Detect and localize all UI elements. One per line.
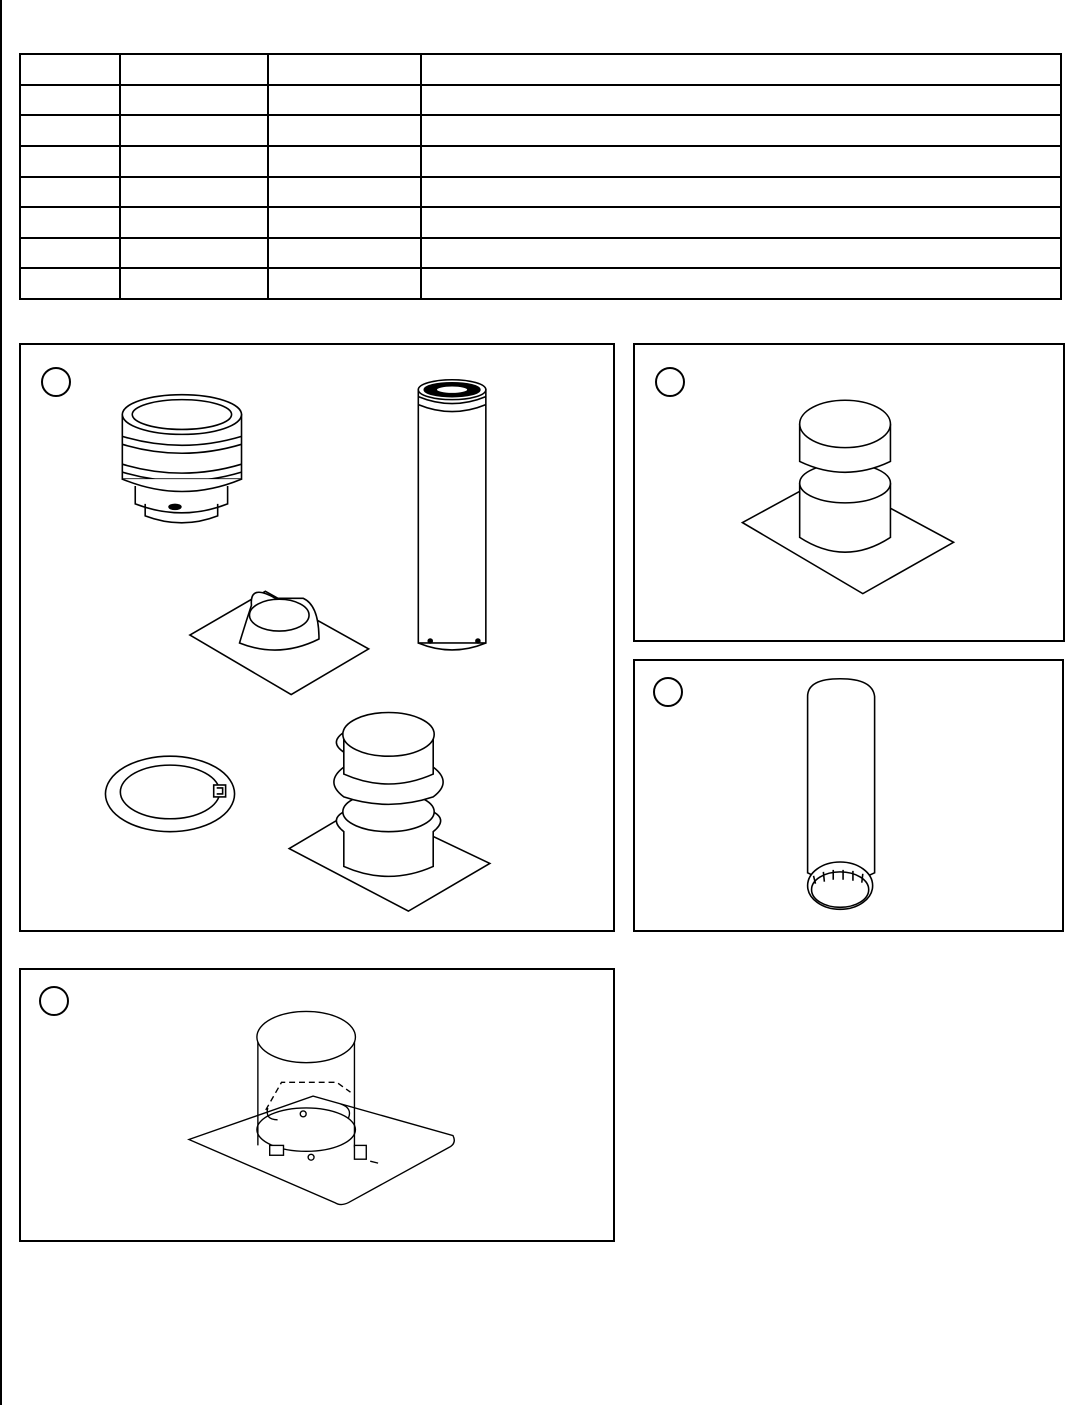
- parts-table-row: [20, 115, 1061, 146]
- parts-table-cell: [20, 177, 120, 208]
- parts-table-cell: [421, 268, 1061, 299]
- parts-table-cell: [421, 146, 1061, 177]
- parts-table-row: [20, 85, 1061, 116]
- termination-cap-drawing: [122, 395, 241, 523]
- parts-table-cell: [120, 207, 268, 238]
- parts-table-cell: [120, 115, 268, 146]
- parts-table-cell: [120, 85, 268, 116]
- parts-table-row: [20, 177, 1061, 208]
- roof-flashing-drawing: [190, 591, 369, 694]
- pipe-section-drawing: [418, 380, 486, 650]
- parts-table-cell: [268, 268, 421, 299]
- storm-collar-drawing: [105, 756, 234, 831]
- parts-table-cell: [268, 238, 421, 269]
- page-left-rule: [0, 0, 2, 1405]
- parts-table-cell: [20, 268, 120, 299]
- parts-table: [19, 53, 1062, 300]
- parts-table-cell: [20, 54, 120, 85]
- parts-table-cell: [20, 85, 120, 116]
- parts-table-cell: [421, 238, 1061, 269]
- parts-table-cell: [120, 268, 268, 299]
- parts-table-cell: [268, 177, 421, 208]
- parts-table-cell: [20, 207, 120, 238]
- chase-flashing-drawing: [289, 712, 490, 911]
- parts-table-row: [20, 146, 1061, 177]
- parts-table-row: [20, 54, 1061, 85]
- parts-table-row: [20, 268, 1061, 299]
- parts-table-cell: [20, 115, 120, 146]
- parts-table-cell: [421, 177, 1061, 208]
- pipe-extension-drawing: [635, 661, 1062, 930]
- kit-components-drawing: [21, 345, 613, 930]
- parts-table-cell: [268, 146, 421, 177]
- parts-table-cell: [421, 207, 1061, 238]
- parts-table-cell: [120, 54, 268, 85]
- parts-table-cell: [120, 146, 268, 177]
- parts-table-cell: [120, 177, 268, 208]
- parts-table-cell: [20, 238, 120, 269]
- figure-panel-chase-flashing: [633, 343, 1065, 642]
- parts-table-cell: [421, 54, 1061, 85]
- parts-table-cell: [268, 115, 421, 146]
- parts-table-cell: [421, 115, 1061, 146]
- chase-flashing-assembly-drawing: [635, 345, 1063, 640]
- parts-table-cell: [268, 85, 421, 116]
- ceiling-support-drawing: [21, 970, 613, 1240]
- figure-panel-ceiling-support: [19, 968, 615, 1242]
- parts-table-cell: [268, 207, 421, 238]
- parts-table-cell: [120, 238, 268, 269]
- parts-table-row: [20, 207, 1061, 238]
- parts-table-cell: [421, 85, 1061, 116]
- parts-table-row: [20, 238, 1061, 269]
- parts-table-cell: [20, 146, 120, 177]
- figure-panel-pipe-extension: [633, 659, 1064, 932]
- figure-panel-kit-components: [19, 343, 615, 932]
- parts-table-cell: [268, 54, 421, 85]
